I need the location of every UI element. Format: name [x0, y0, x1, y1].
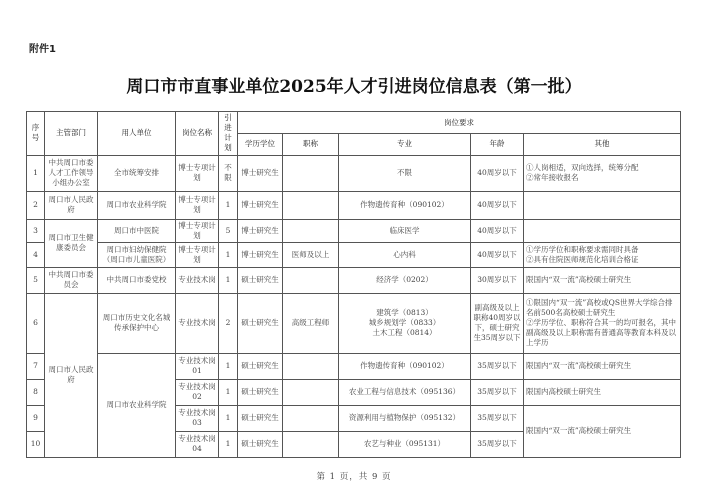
cell-other — [524, 405, 681, 457]
cell-other — [524, 242, 681, 267]
cell-other — [524, 293, 681, 353]
cell-title — [283, 353, 339, 379]
cell-major: 农艺与种业（095131） — [339, 431, 471, 457]
cell-other — [524, 267, 681, 293]
cell-title — [283, 191, 339, 219]
cell-seq: 7 — [27, 353, 45, 379]
cell-major: 资源利用与植物保护（095132） — [339, 405, 471, 431]
other-line: ②具有住院医师规范化培训合格证 — [526, 254, 639, 264]
cell-title — [283, 155, 339, 191]
cell-title — [283, 379, 339, 405]
cell-age: 35周岁以下 — [471, 353, 524, 379]
cell-education: 硕士研究生 — [238, 293, 283, 353]
header-seq: 序号 — [27, 112, 45, 156]
other-line: 限国内高校硕士研究生 — [526, 387, 601, 397]
major-line: 城乡规划学（0833） — [368, 318, 441, 328]
cell-education: 博士研究生 — [238, 219, 283, 242]
cell-major: 作物遗传育种（090102） — [339, 353, 471, 379]
cell-major — [339, 293, 471, 353]
cell-post: 博士专项计划 — [176, 219, 219, 242]
cell-post: 博士专项计划 — [176, 242, 219, 267]
cell-title: 医师及以上 — [283, 242, 339, 267]
major-line: 土木工程（0814） — [372, 328, 437, 338]
header-requirements: 岗位要求 — [238, 112, 681, 134]
cell-age: 40周岁以下 — [471, 155, 524, 191]
cell-unit: 周口市历史文化名城传承保护中心 — [98, 293, 176, 353]
cell-post: 专业技术岗04 — [176, 431, 219, 457]
cell-major: 农业工程与信息技术（095136） — [339, 379, 471, 405]
cell-seq: 6 — [27, 293, 45, 353]
header-education: 学历学位 — [238, 134, 283, 155]
cell-seq: 4 — [27, 242, 45, 267]
cell-dept: 周口市卫生健康委员会 — [45, 219, 98, 267]
other-line: 限国内“双一流”高校硕士研究生 — [526, 426, 632, 436]
cell-post: 专业技术岗01 — [176, 353, 219, 379]
header-dept: 主管部门 — [45, 112, 98, 156]
other-line: ②学历学位、职称符合其一的均可报名，其中副高级及以上职称需有普通高等教育本科及以上学历 — [526, 318, 676, 348]
header-row-1 — [27, 112, 681, 134]
cell-post: 专业技术岗03 — [176, 405, 219, 431]
cell-other — [524, 219, 681, 242]
other-line: ①限国内“双一流”高校或QS世界大学综合排名前500名高校硕士研究生 — [526, 297, 673, 318]
document-title: 周口市市直事业单位2025年人才引进岗位信息表（第一批） — [126, 77, 582, 97]
cell-unit: 周口市中医院 — [98, 219, 176, 242]
cell-dept: 中共周口市委员会 — [45, 267, 98, 293]
cell-other — [524, 191, 681, 219]
cell-age: 副高级及以上职称40周岁以下，硕士研究生35周岁以下 — [471, 293, 524, 353]
cell-plan: 1 — [219, 431, 238, 457]
cell-major: 作物遗传育种（090102） — [339, 191, 471, 219]
cell-age: 40周岁以下 — [471, 191, 524, 219]
cell-plan: 2 — [219, 293, 238, 353]
cell-education: 硕士研究生 — [238, 353, 283, 379]
page-indicator: 第 1 页，共 9 页 — [316, 472, 392, 482]
cell-age: 35周岁以下 — [471, 379, 524, 405]
cell-title — [283, 431, 339, 457]
cell-dept: 周口市人民政府 — [45, 191, 98, 219]
table-row — [27, 353, 681, 379]
cell-plan: 5 — [219, 219, 238, 242]
cell-seq: 3 — [27, 219, 45, 242]
header-major: 专业 — [339, 134, 471, 155]
cell-unit: 周口市农业科学院 — [98, 191, 176, 219]
major-line: 建筑学（0813） — [376, 308, 433, 318]
cell-plan: 1 — [219, 267, 238, 293]
cell-education: 博士研究生 — [238, 191, 283, 219]
cell-age: 35周岁以下 — [471, 431, 524, 457]
cell-seq: 5 — [27, 267, 45, 293]
cell-education: 博士研究生 — [238, 242, 283, 267]
cell-plan: 1 — [219, 379, 238, 405]
header-title: 职称 — [283, 134, 339, 155]
cell-title — [283, 267, 339, 293]
cell-dept: 周口市人民政府 — [45, 293, 98, 457]
header-plan: 引进计划 — [219, 112, 238, 156]
cell-education: 博士研究生 — [238, 155, 283, 191]
cell-education: 硕士研究生 — [238, 405, 283, 431]
table-row — [27, 191, 681, 219]
attachment-label: 附件1 — [29, 44, 56, 55]
cell-major: 临床医学 — [339, 219, 471, 242]
cell-post: 专业技术岗 — [176, 293, 219, 353]
table-row — [27, 155, 681, 191]
cell-age: 40周岁以下 — [471, 242, 524, 267]
cell-post: 博士专项计划 — [176, 191, 219, 219]
cell-seq: 9 — [27, 405, 45, 431]
table-row — [27, 219, 681, 242]
other-line: ①人岗相适，双向选择，统筹分配 — [526, 162, 639, 172]
other-line: 限国内“双一流”高校硕士研究生 — [526, 275, 632, 285]
positions-table — [26, 111, 681, 458]
cell-plan: 1 — [219, 405, 238, 431]
cell-title — [283, 405, 339, 431]
table-row — [27, 242, 681, 267]
table-row — [27, 293, 681, 353]
header-age: 年龄 — [471, 134, 524, 155]
cell-seq: 1 — [27, 155, 45, 191]
cell-dept: 中共周口市委人才工作领导小组办公室 — [45, 155, 98, 191]
cell-other — [524, 155, 681, 191]
cell-plan: 1 — [219, 353, 238, 379]
header-post: 岗位名称 — [176, 112, 219, 156]
cell-major: 不限 — [339, 155, 471, 191]
cell-title: 高级工程师 — [283, 293, 339, 353]
cell-other — [524, 353, 681, 379]
cell-education: 硕士研究生 — [238, 379, 283, 405]
cell-plan: 不限 — [219, 155, 238, 191]
cell-seq: 10 — [27, 431, 45, 457]
header-unit: 用人单位 — [98, 112, 176, 156]
cell-unit: 中共周口市委党校 — [98, 267, 176, 293]
cell-education: 硕士研究生 — [238, 431, 283, 457]
cell-plan: 1 — [219, 191, 238, 219]
cell-age: 30周岁以下 — [471, 267, 524, 293]
cell-post: 专业技术岗02 — [176, 379, 219, 405]
cell-unit: 全市统筹安排 — [98, 155, 176, 191]
cell-education: 硕士研究生 — [238, 267, 283, 293]
other-line: ②常年接收报名 — [526, 173, 579, 182]
cell-unit: 周口市妇幼保健院（周口市儿童医院） — [98, 242, 176, 267]
table-row — [27, 267, 681, 293]
cell-age: 35周岁以下 — [471, 405, 524, 431]
other-line: 限国内“双一流”高校硕士研究生 — [526, 361, 632, 371]
cell-unit: 周口市农业科学院 — [98, 353, 176, 457]
header-other: 其他 — [524, 134, 681, 155]
cell-major: 心内科 — [339, 242, 471, 267]
cell-plan: 1 — [219, 242, 238, 267]
cell-post: 专业技术岗 — [176, 267, 219, 293]
cell-post: 博士专项计划 — [176, 155, 219, 191]
cell-other — [524, 379, 681, 405]
cell-seq: 2 — [27, 191, 45, 219]
cell-seq: 8 — [27, 379, 45, 405]
cell-age: 40周岁以下 — [471, 219, 524, 242]
cell-title — [283, 219, 339, 242]
other-line: ①学历学位和职称要求需同时具备 — [526, 244, 639, 254]
cell-major: 经济学（0202） — [339, 267, 471, 293]
